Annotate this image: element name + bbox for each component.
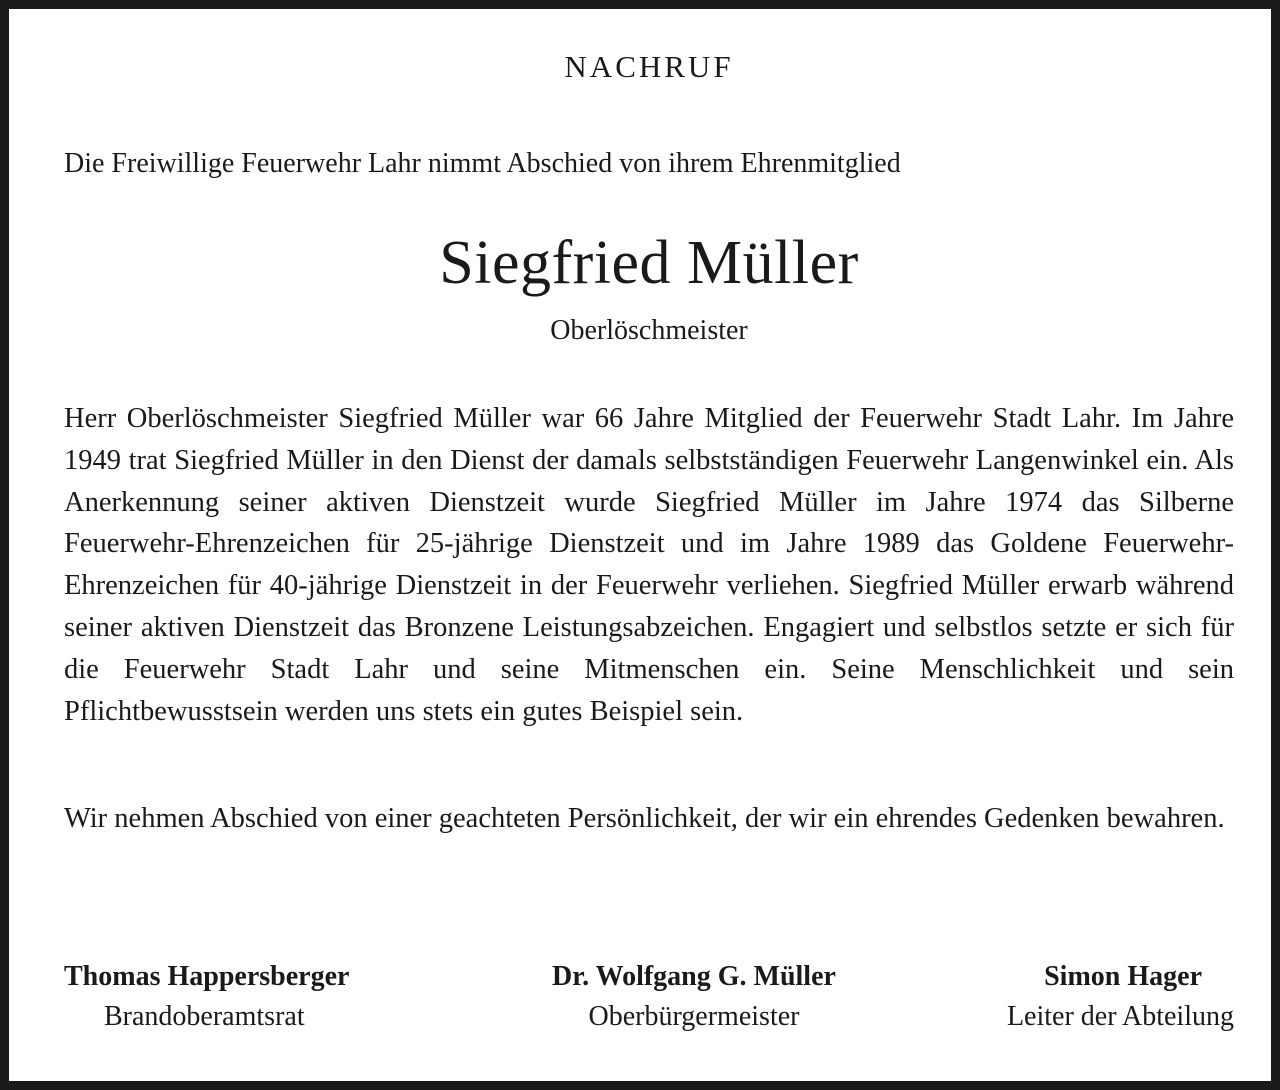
notice-heading: NACHRUF [564, 49, 734, 84]
intro-line: Die Freiwillige Feuerwehr Lahr nimmt Abschied von ihrem Ehrenmitglied [64, 148, 901, 179]
obituary-content [64, 9, 1234, 1089]
body-paragraph: Herr Oberlöschmeister Siegfried Müller war 66 Jahre Mitglied der Feuerwehr Stadt Lahr. Im Jahre 1949 trat Siegfried Müller in den Dienst der damals selbstständigen Feuerwehr Langenwinkel ein. Als Anerkennung seiner aktiven Dienstzeit wurde Siegfried Müller im Jahre 1974 das Silberne Feuerwehr-Ehrenzeichen für 25-jährige Dienstzeit und im Jahre 1989 das Goldene Feuerwehr-Ehrenzeichen für 40-jährige Dienstzeit in der Feuerwehr verliehen. Siegfried Müller erwarb während seiner aktiven Dienstzeit das Bronzene Leistungsabzeichen. Engagiert und selbstlos setzte er sich für die Feuerwehr Stadt Lahr und seine Mitmenschen ein. Seine Menschlichkeit und sein Pflichtbewusstsein werden uns stets ein gutes Beispiel sein. [64, 403, 1234, 727]
signatory-role: Leiter der Abteilung [1006, 1001, 1234, 1032]
signatory-role: Oberbürgermeister [588, 1001, 800, 1032]
deceased-name: Siegfried Müller [439, 229, 859, 297]
signatory-name: Simon Hager [1044, 961, 1202, 992]
deceased-rank: Oberlöschmeister [550, 315, 748, 346]
signatory-name: Thomas Happersberger [64, 961, 350, 992]
signatory-role: Brandoberamtsrat [104, 1001, 305, 1032]
signatory-1 [64, 957, 444, 1037]
signatory-3 [934, 957, 1234, 1037]
closing-paragraph: Wir nehmen Abschied von einer geachteten Persönlichkeit, der wir ein ehrendes Gedenken bewahren. [64, 803, 1225, 834]
signatory-name: Dr. Wolfgang G. Müller [552, 961, 836, 992]
signatory-2 [504, 957, 884, 1037]
